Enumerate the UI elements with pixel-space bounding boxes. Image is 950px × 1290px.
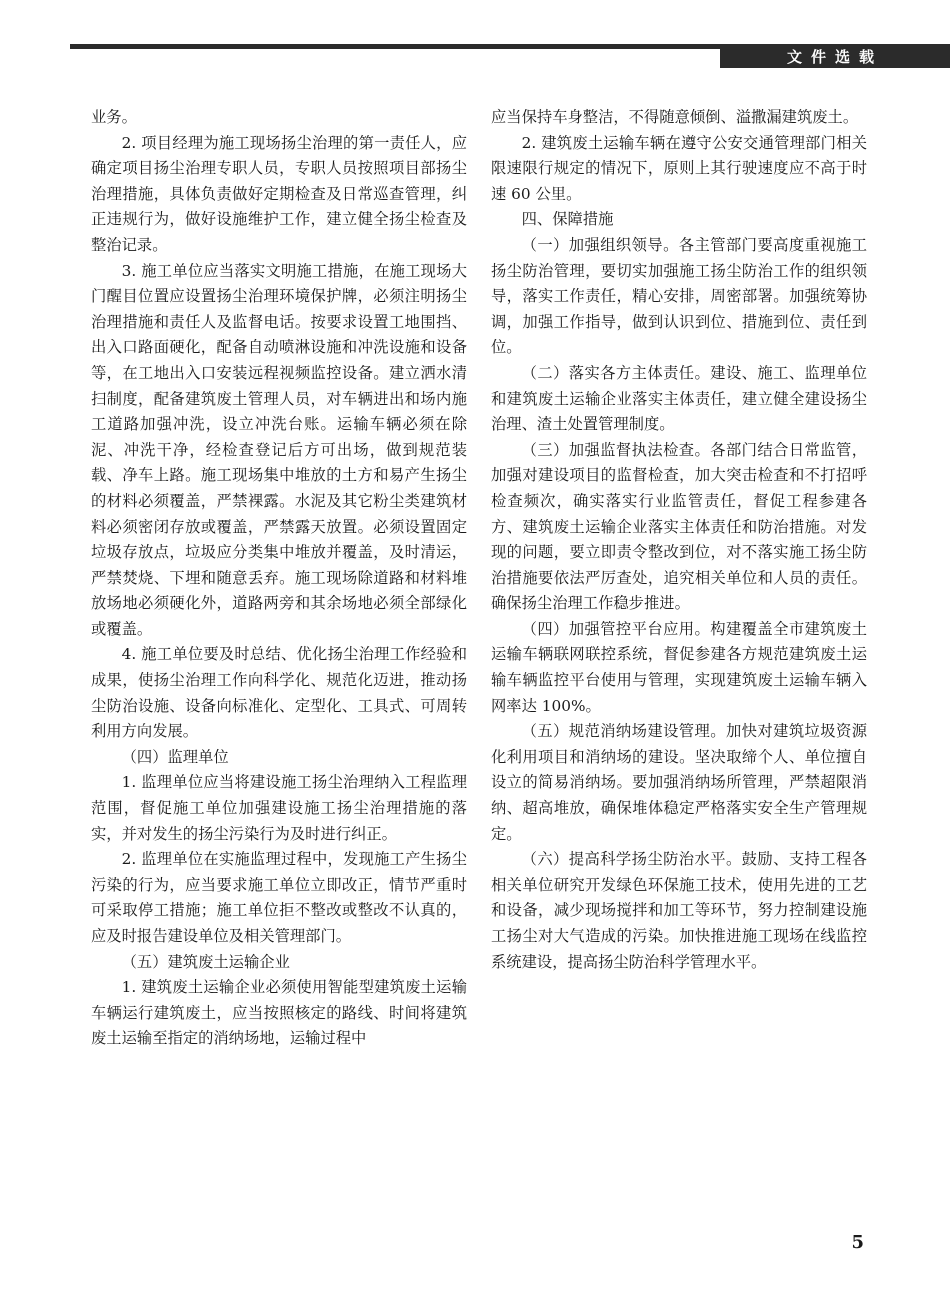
- left-column: [91, 105, 467, 1052]
- paragraph: 业务。: [91, 108, 137, 126]
- paragraph: 2. 项目经理为施工现场扬尘治理的第一责任人，应确定项目扬尘治理专职人员，专职人员按照项目部扬尘治理措施，具体负责做好定期检查及日常巡查管理，纠正违规行为，做好设施维护工作，建立健全扬尘检查及整治记录。: [91, 133, 467, 254]
- paragraph: （二）落实各方主体责任。建设、施工、监理单位和建筑废土运输企业落实主体责任，建立健全建设扬尘治理、渣土处置管理制度。: [491, 363, 867, 434]
- paragraph: 3. 施工单位应当落实文明施工措施，在施工现场大门醒目位置应设置扬尘治理环境保护牌，必须注明扬尘治理措施和责任人及监督电话。按要求设置工地围挡、出入口路面硬化，配备自动喷淋设施和冲洗设施和设备等，在工地出入口安装远程视频监控设备。建立洒水清扫制度，配备建筑废土管理人员，对车辆进出和场内施工道路加强冲洗，设立冲洗台账。运输车辆必须在除泥、冲洗干净，经检查登记后方可出场，做到规范装载、净车上路。施工现场集中堆放的土方和易产生扬尘的材料必须覆盖，严禁裸露。水泥及其它粉尘类建筑材料必须密闭存放或覆盖，严禁露天放置。必须设置固定垃圾存放点，垃圾应分类集中堆放并覆盖，及时清运，严禁焚烧、下埋和随意丢弃。施工现场除道路和材料堆放场地必须硬化外，道路两旁和其余场地必须全部绿化或覆盖。: [91, 261, 467, 638]
- paragraph: 2. 监理单位在实施监理过程中，发现施工产生扬尘污染的行为，应当要求施工单位立即改正，情节严重时可采取停工措施；施工单位拒不整改或整改不认真的，应及时报告建设单位及相关管理部门。: [91, 850, 467, 945]
- section-label: 文件选载: [720, 44, 950, 68]
- subheading: （五）建筑废土运输企业: [121, 952, 290, 971]
- paragraph: 应当保持车身整洁，不得随意倾倒、溢撒漏建筑废土。: [491, 108, 859, 126]
- paragraph: （五）规范消纳场建设管理。加快对建筑垃圾资源化利用项目和消纳场的建设。坚决取缔个人、单位擅自设立的简易消纳场。要加强消纳场所管理，严禁超限消纳、超高堆放，确保堆体稳定严格落实安全生产管理规定。: [491, 722, 867, 843]
- paragraph: 1. 监理单位应当将建设施工扬尘治理纳入工程监理范围，督促施工单位加强建设施工扬尘治理措施的落实，并对发生的扬尘污染行为及时进行纠正。: [91, 773, 467, 843]
- section-heading: 四、保障措施: [521, 210, 614, 229]
- right-column: [491, 105, 867, 975]
- page-number: 5: [851, 1232, 864, 1253]
- paragraph: （一）加强组织领导。各主管部门要高度重视施工扬尘防治管理，要切实加强施工扬尘防治工作的组织领导，落实工作责任，精心安排，周密部署。加强统筹协调，加强工作指导，做到认识到位、措施到位、责任到位。: [491, 235, 867, 357]
- subheading: （四）监理单位: [121, 747, 229, 766]
- paragraph: （三）加强监督执法检查。各部门结合日常监管，加强对建设项目的监督检查，加大突击检查和不打招呼检查频次，确实落实行业监管责任，督促工程参建各方、建筑废土运输企业落实主体责任和防治措施。对发现的问题，要立即责令整改到位，对不落实施工扬尘防治措施要依法严厉查处，追究相关单位和人员的责任。确保扬尘治理工作稳步推进。: [491, 440, 867, 613]
- paragraph: 4. 施工单位要及时总结、优化扬尘治理工作经验和成果，使扬尘治理工作向科学化、规范化迈进，推动扬尘防治设施、设备向标准化、定型化、工具式、可周转利用方向发展。: [91, 645, 467, 741]
- paragraph: （四）加强管控平台应用。构建覆盖全市建筑废土运输车辆联网联控系统，督促参建各方规范建筑废土运输车辆监控平台使用与管理，实现建筑废土运输车辆入网率达 100%。: [491, 619, 867, 715]
- paragraph: （六）提高科学扬尘防治水平。鼓励、支持工程各相关单位研究开发绿色环保施工技术，使用先进的工艺和设备，减少现场搅拌和加工等环节，努力控制建设施工扬尘对大气造成的污染。加快推进施工现场在线监控系统建设，提高扬尘防治科学管理水平。: [491, 850, 867, 971]
- paragraph: 1. 建筑废土运输企业必须使用智能型建筑废土运输车辆运行建筑废土，应当按照核定的路线、时间将建筑废土运输至指定的消纳场地，运输过程中: [91, 978, 467, 1048]
- paragraph: 2. 建筑废土运输车辆在遵守公安交通管理部门相关限速限行规定的情况下，原则上其行驶速度应不高于时速 60 公里。: [491, 133, 867, 203]
